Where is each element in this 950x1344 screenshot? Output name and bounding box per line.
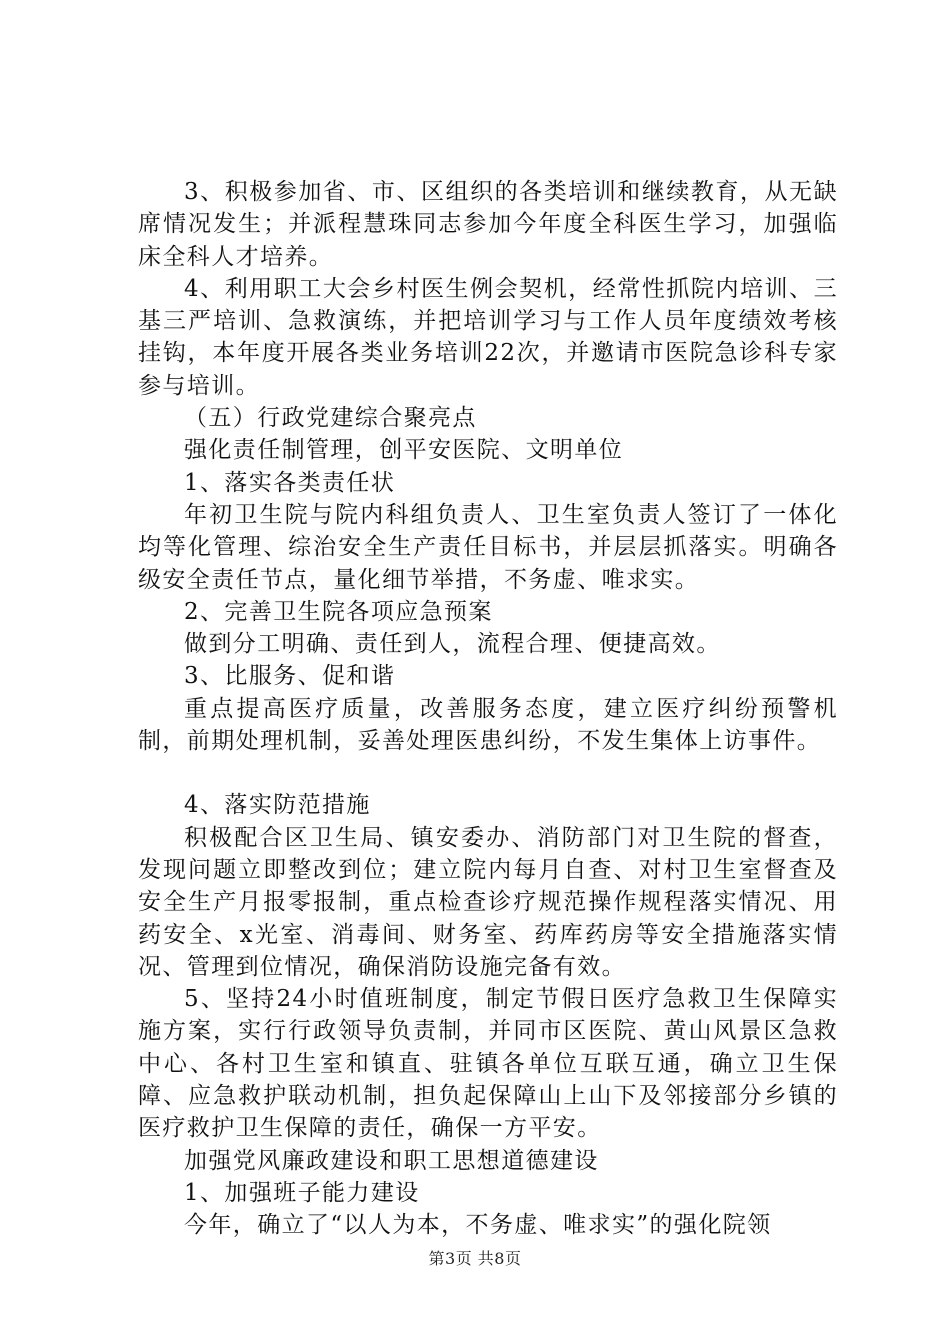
- paragraph-service-harmony: 重点提高医疗质量，改善服务态度，建立医疗纠纷预警机制，前期处理机制，妥善处理医患纠纷，不发生集体上访事件。: [138, 695, 838, 755]
- item-heading-prevention-measures: 4、落实防范措施: [184, 792, 371, 819]
- paragraph-prevention-measures: 积极配合区卫生局、镇安委办、消防部门对卫生院的督查，发现问题立即整改到位；建立院内每月自查、对村卫生室督查及安全生产月报零报制，重点检查诊疗规范操作规程落实情况、用药安全、x光室、消毒间、财务室、药库药房等安全措施落实情况、管理到位情况，确保消防设施完备有效。: [138, 824, 838, 980]
- paragraph-team-capacity: 今年，确立了“以人为本，不务虚、唯求实”的强化院领: [184, 1212, 772, 1239]
- item-heading-service-harmony: 3、比服务、促和谐: [184, 663, 396, 690]
- subheading-party-integrity: 加强党风廉政建设和职工思想道德建设: [184, 1147, 599, 1174]
- paragraph-staff-training: 4、利用职工大会乡村医生例会契机，经常性抓院内培训、三基三严培训、急救演练，并把培训学习与工作人员年度绩效考核挂钩，本年度开展各类业务培训22次，并邀请市医院急诊科专家参与培训。: [138, 275, 838, 399]
- paragraph-responsibility-letters: 年初卫生院与院内科组负责人、卫生室负责人签订了一体化均等化管理、综治安全生产责任目标书，并层层抓落实。明确各级安全责任节点，量化细节举措，不务虚、唯求实。: [138, 501, 838, 593]
- document-body: [138, 176, 838, 1242]
- paragraph-duty-system: 5、坚持24小时值班制度，制定节假日医疗急救卫生保障实施方案，实行行政领导负责制，并同市区医院、黄山风景区急救中心、各村卫生室和镇直、驻镇各单位互联互通，确立卫生保障、应急救护联动机制，担负起保障山上山下及邻接部分乡镇的医疗救护卫生保障的责任，确保一方平安。: [138, 986, 838, 1142]
- page-footer: [0, 1246, 950, 1269]
- paragraph-training-participation: 3、积极参加省、市、区组织的各类培训和继续教育，从无缺席情况发生；并派程慧珠同志参加今年度全科医生学习，加强临床全科人才培养。: [138, 179, 838, 270]
- subheading-responsibility-management: 强化责任制管理，创平安医院、文明单位: [184, 437, 624, 464]
- paragraph-emergency-plans: 做到分工明确、责任到人，流程合理、便捷高效。: [184, 631, 721, 658]
- section-heading-admin-party: （五）行政党建综合聚亮点: [184, 405, 477, 432]
- page-number: 第3页 共8页: [428, 1249, 522, 1268]
- item-heading-emergency-plans: 2、完善卫生院各项应急预案: [184, 598, 493, 625]
- item-heading-team-capacity: 1、加强班子能力建设: [184, 1179, 420, 1206]
- item-heading-responsibility-letters: 1、落实各类责任状: [184, 469, 396, 496]
